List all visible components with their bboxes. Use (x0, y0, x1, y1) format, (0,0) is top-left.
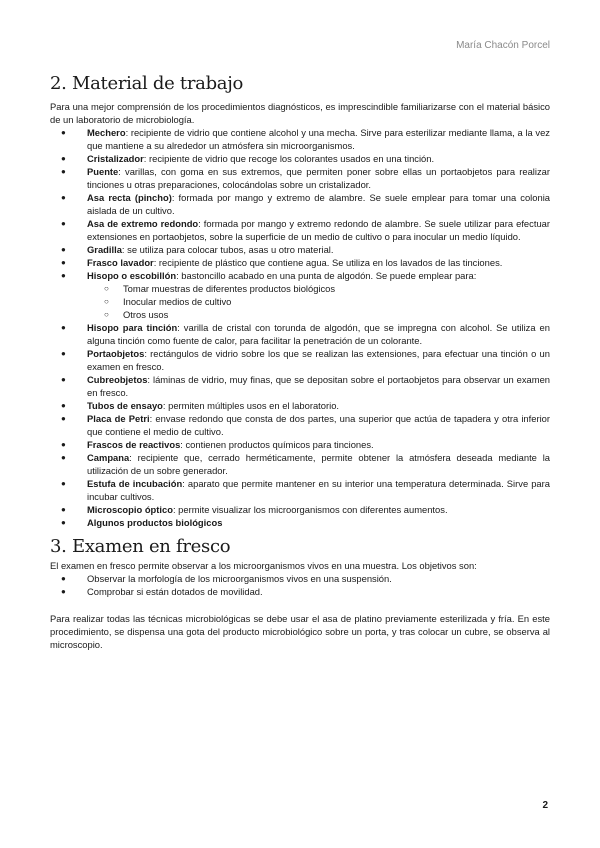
material-list (50, 126, 550, 529)
section-3-intro: El examen en fresco permite observar a los microorganismos vivos en una muestra. Los objetivos son: (50, 560, 477, 571)
list-item: ● Tubos de ensayo: permiten múltiples usos en el laboratorio. (50, 399, 550, 412)
list-item: ● Mechero: recipiente de vidrio que contiene alcohol y una mecha. Sirve para esterilizar mediante llama, a la vez que mantiene a su alrededor un atmósfera sin microorganismos. (50, 126, 550, 152)
sub-list-item: ○ Inocular medios de cultivo (87, 295, 550, 308)
objectives-list (50, 572, 550, 598)
page-content (50, 72, 550, 651)
list-item: ● Estufa de incubación: aparato que permite mantener en su interior una temperatura determinada. Sirve para incubar cultivos. (50, 477, 550, 503)
list-item: ● Asa de extremo redondo: formada por mango y extremo redondo de alambre. Se suele utilizar para efectuar extensiones en portaobjetos, sobre la superficie de un medio de cultivo o para inocular un medio líquido. (50, 217, 550, 243)
sub-list (87, 282, 550, 321)
list-item: ● Puente: varillas, con goma en sus extremos, que permiten poner sobre ellas un portaobjetos para realizar tinciones u otras preparaciones, colocándolas sobre un cristalizador. (50, 165, 550, 191)
list-item: ● Gradilla: se utiliza para colocar tubos, asas u otro material. (50, 243, 550, 256)
sub-list-item: ○ Tomar muestras de diferentes productos biológicos (87, 282, 550, 295)
sub-list-item: ○ Otros usos (87, 308, 550, 321)
list-item: ● Asa recta (pincho): formada por mango y extremo de alambre. Se suele emplear para tomar una colonia aislada de un cultivo. (50, 191, 550, 217)
list-item: ● Comprobar si están dotados de movilidad. (50, 585, 550, 598)
list-item: ● Portaobjetos: rectángulos de vidrio sobre los que se realizan las extensiones, para efectuar una tinción o un examen en fresco. (50, 347, 550, 373)
list-item: ● Hisopo para tinción: varilla de cristal con torunda de algodón, que se impregna con alcohol. Se utiliza en alguna tinción como fuente de calor, para facilitar la penetración de un colorante. (50, 321, 550, 347)
list-item: ● Microscopio óptico: permite visualizar los microorganismos con diferentes aumentos. (50, 503, 550, 516)
list-item: ● Frasco lavador: recipiente de plástico que contiene agua. Se utiliza en los lavados de las tinciones. (50, 256, 550, 269)
section-2-intro: Para una mejor comprensión de los procedimientos diagnósticos, es imprescindible familiarizarse con el material básico de un laboratorio de microbiología. (50, 101, 550, 125)
list-item: ● Algunos productos biológicos (50, 516, 550, 529)
list-item: ● Campana: recipiente que, cerrado herméticamente, permite obtener la atmósfera deseada mediante la utilización de un sobre generador. (50, 451, 550, 477)
list-item: ● Placa de Petri: envase redondo que consta de dos partes, una superior que actúa de tapadera y otra inferior que contiene el medio de cultivo. (50, 412, 550, 438)
author-name: María Chacón Porcel (456, 40, 550, 51)
list-item: ● Cubreobjetos: láminas de vidrio, muy finas, que se depositan sobre el portaobjetos para observar un examen en fresco. (50, 373, 550, 399)
section-3-title: 3. Examen en fresco (50, 536, 231, 557)
list-item: ● Frascos de reactivos: contienen productos químicos para tinciones. (50, 438, 550, 451)
section-2-title: 2. Material de trabajo (50, 73, 244, 94)
list-item: ● Observar la morfología de los microorganismos vivos en una suspensión. (50, 572, 550, 585)
page-number: 2 (542, 800, 548, 811)
list-item: ● Cristalizador: recipiente de vidrio que recoge los colorantes usados en una tinción. (50, 152, 550, 165)
section-3-paragraph: Para realizar todas las técnicas microbiológicas se debe usar el asa de platino previamente esterilizada y fría. En este procedimiento, se dispensa una gota del producto microbiológico sobre un porta, y tras colocar un cubre, se observa al microscopio. (50, 613, 550, 650)
list-item: ● Hisopo o escobillón: bastoncillo acabado en una punta de algodón. Se puede emplear para: ○ Tomar muestras de diferentes productos biológicos ○ Inocular medios de cultivo ○ Otros usos (50, 269, 550, 321)
